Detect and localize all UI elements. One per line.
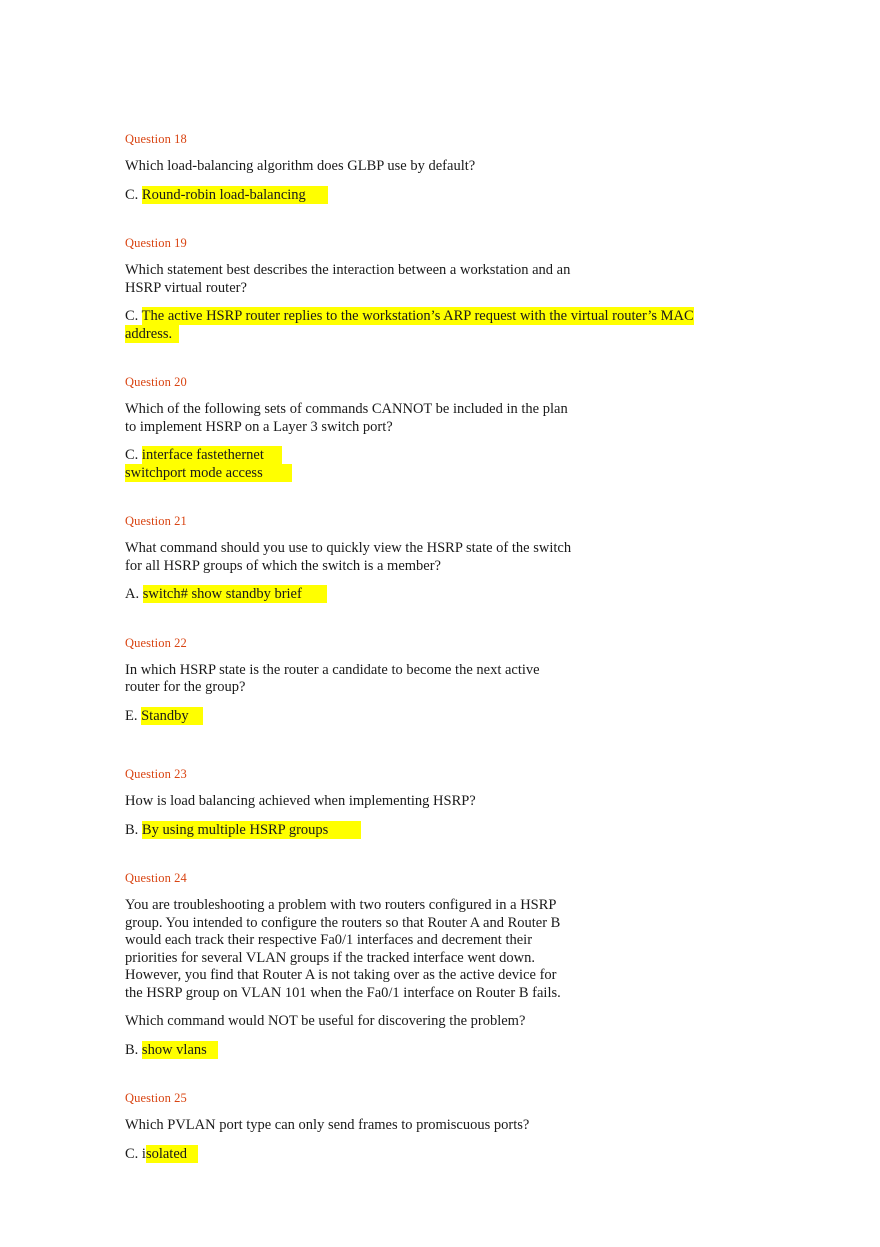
answer-letter: B. [125,1041,139,1058]
question-heading: Question 24 [125,871,187,885]
answer-line [125,1146,595,1164]
answer-highlighted-text-line2: switchport mode access [125,464,263,481]
answer-highlighted-text: By using multiple HSRP groups [141,821,329,838]
answer-line [125,187,595,205]
highlight-trail [189,707,204,725]
answer-highlighted-text: Standby [141,707,189,724]
question-text: Which PVLAN port type can only send frames to promiscuous ports? [125,1117,530,1133]
highlight-trail [306,186,328,204]
question-text: Which of the following sets of commands CANNOT be included in the plan to implement HSRP on a Layer 3 switch port? [125,401,568,435]
answer-letter: C. [125,308,139,324]
highlight-trail [207,1041,218,1059]
answer-highlighted-text: switch# show standby brief [142,586,302,602]
highlight-trail [172,325,179,343]
question-heading: Question 21 [125,514,187,528]
answer-line [125,447,595,482]
answer-highlighted-text: show vlans [141,1041,207,1058]
answer-highlighted-text: Round-robin load-balancing [141,186,306,203]
question-heading: Question 23 [125,767,187,781]
answer-line [125,822,595,840]
question-heading: Question 25 [125,1091,187,1105]
question-block [125,514,765,604]
question-heading: Question 20 [125,375,187,389]
question-block [125,132,765,204]
document-content [125,132,765,1185]
question-text: Which statement best describes the interaction between a workstation and an HSRP virtual router? [125,262,571,296]
highlight-trail [264,446,282,464]
question-block [125,767,765,839]
question-text: What command should you use to quickly view the HSRP state of the switch for all HSRP groups of which the switch is a member? [125,540,572,574]
question-block [125,636,765,726]
question-text: Which load-balancing algorithm does GLBP use by default? [125,158,476,174]
answer-line [125,308,745,343]
answer-line [125,708,595,726]
answer-line [125,586,595,604]
answer-letter: C. [125,186,139,203]
answer-letter: B. [125,821,139,838]
question-heading: Question 22 [125,635,187,650]
question-heading: Question 18 [125,132,187,146]
answer-letter: A. [125,586,140,602]
answer-letter: C. [125,447,139,463]
question-text: In which HSRP state is the router a candidate to become the next active router for the group? [125,661,540,695]
answer-line [125,1042,595,1060]
question-heading: Question 19 [125,236,187,250]
question-text: How is load balancing achieved when implementing HSRP? [125,793,476,809]
question-block [125,1091,765,1163]
answer-highlighted-text: interface fastethernet [141,447,264,463]
question-block [125,375,765,482]
highlight-trail [328,821,361,839]
answer-highlighted-text: solated [145,1145,188,1162]
highlight-trail [263,464,292,482]
highlight-trail [302,585,327,603]
highlight-trail [187,1145,198,1163]
question-block [125,236,765,343]
answer-text-prefix: i [141,1145,146,1162]
answer-highlighted-text: The active HSRP router replies to the workstation’s ARP request with the virtual router’s MAC address. [125,308,694,342]
question-text-secondary: Which command would NOT be useful for discovering the problem? [125,1013,526,1029]
answer-letter: C. [125,1145,139,1162]
question-block [125,871,765,1059]
answer-letter: E. [125,707,138,724]
question-text: You are troubleshooting a problem with two routers configured in a HSRP group. You intended to configure the routers so that Router A and Router B would each track their respective Fa0/1 interfaces and decrement their priorities for several VLAN groups if the tracked interface went down. However, you find that Router A is not taking over as the active device for the HSRP group on VLAN 101 when the Fa0/1 interface on Router B fails. [125,897,561,1001]
